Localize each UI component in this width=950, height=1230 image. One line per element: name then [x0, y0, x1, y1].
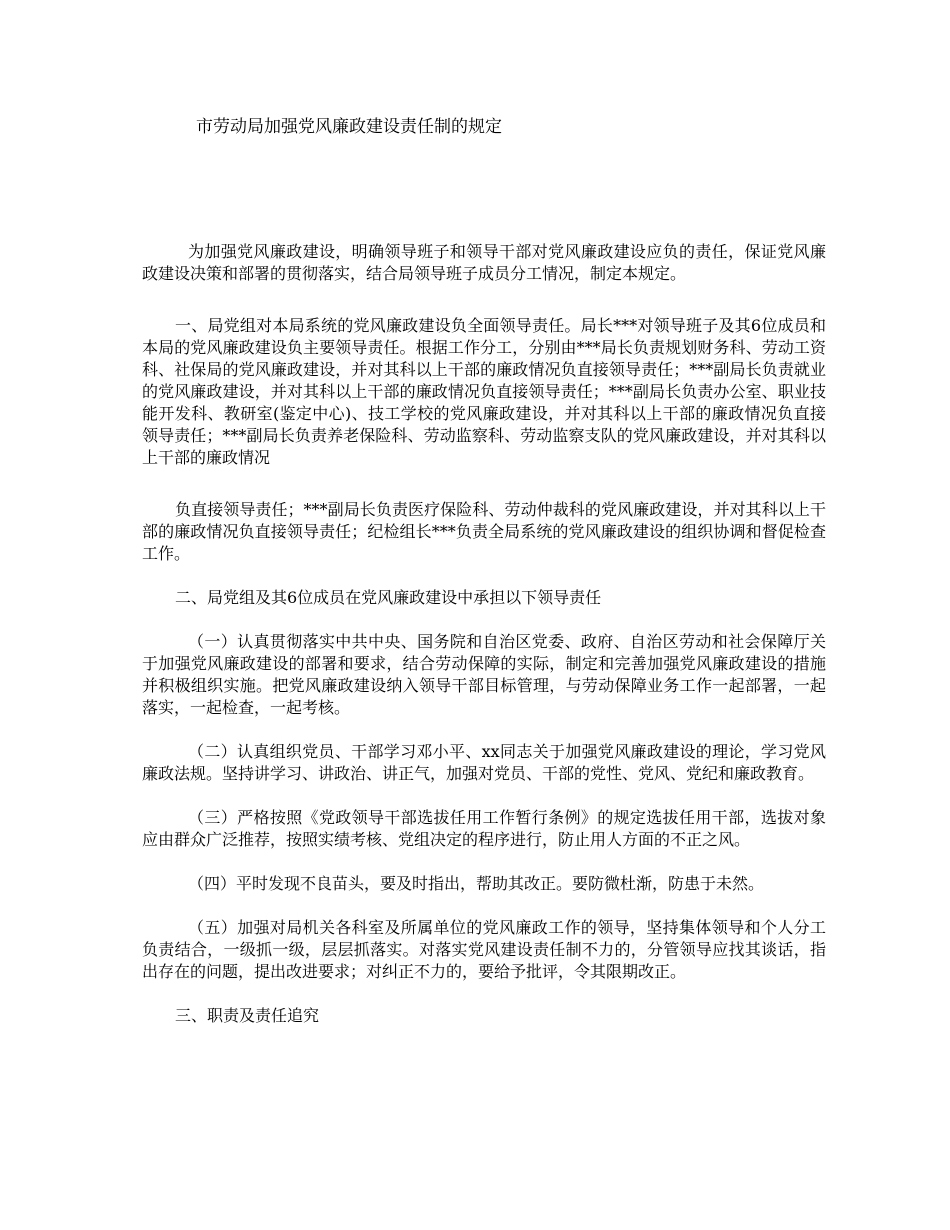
paragraph-item-3: （三）严格按照《党政领导干部选拔任用工作暂行条例》的规定选拔任用干部，选拔对象应由群众广泛推荐，按照实绩考核、党组决定的程序进行，防止用人方面的不正之风。: [142, 808, 826, 849]
paragraph-item-2: （二）认真组织党员、干部学习邓小平、xx同志关于加强党风廉政建设的理论，学习党风廉政法规。坚持讲学习、讲政治、讲正气，加强对党员、干部的党性、党风、党纪和廉政教育。: [142, 742, 826, 783]
paragraph-intro: 为加强党风廉政建设，明确领导班子和领导干部对党风廉政建设应负的责任，保证党风廉政建设决策和部署的贯彻落实，结合局领导班子成员分工情况，制定本规定。: [142, 242, 826, 283]
paragraph-item-4: （四）平时发现不良苗头，要及时指出，帮助其改正。要防微杜渐，防患于未然。: [188, 874, 765, 893]
paragraph-item-5: （五）加强对局机关各科室及所属单位的党风廉政工作的领导，坚持集体领导和个人分工负责结合，一级抓一级，层层抓落实。对落实党风建设责任制不力的，分管领导应找其谈话，指出存在的问题，提出改进要求；对纠正不力的，要给予批评，令其限期改正。: [142, 918, 826, 981]
document-body: [142, 241, 826, 1049]
paragraph-section-1-continued: 负直接领导责任；***副局长负责医疗保险科、劳动仲裁科的党风廉政建设，并对其科以上干部的廉政情况负直接领导责任；纪检组长***负责全局系统的党风廉政建设的组织协调和督促检查工作。: [142, 500, 826, 563]
paragraph-section-1: 一、局党组对本局系统的党风廉政建设负全面领导责任。局长***对领导班子及其6位成员和本局的党风廉政建设负主要领导责任。根据工作分工，分别由***局长负责规划财务科、劳动工资科、社保局的党风廉政建设，并对其科以上干部的廉政情况负直接领导责任；***副局长负责就业的党风廉政建设，并对其科以上干部的廉政情况负直接领导责任；***副局长负责办公室、职业技能开发科、教研室(鉴定中心)、技工学校的党风廉政建设，并对其科以上干部的廉政情况负直接领导责任；***副局长负责养老保险科、劳动监察科、劳动监察支队的党风廉政建设，并对其科以上干部的廉政情况: [142, 316, 826, 467]
paragraph-item-1: （一）认真贯彻落实中共中央、国务院和自治区党委、政府、自治区劳动和社会保障厅关于加强党风廉政建设的部署和要求，结合劳动保障的实际，制定和完善加强党风廉政建设的措施并积极组织实施。把党风廉政建设纳入领导干部目标管理，与劳动保障业务工作一起部署，一起落实，一起检查，一起考核。: [142, 632, 826, 717]
document-title: 市劳动局加强党风廉政建设责任制的规定: [196, 117, 502, 137]
paragraph-section-2-heading: 二、局党组及其6位成员在党风廉政建设中承担以下领导责任: [175, 588, 602, 607]
paragraph-section-3-heading: 三、职责及责任追究: [175, 1006, 320, 1025]
